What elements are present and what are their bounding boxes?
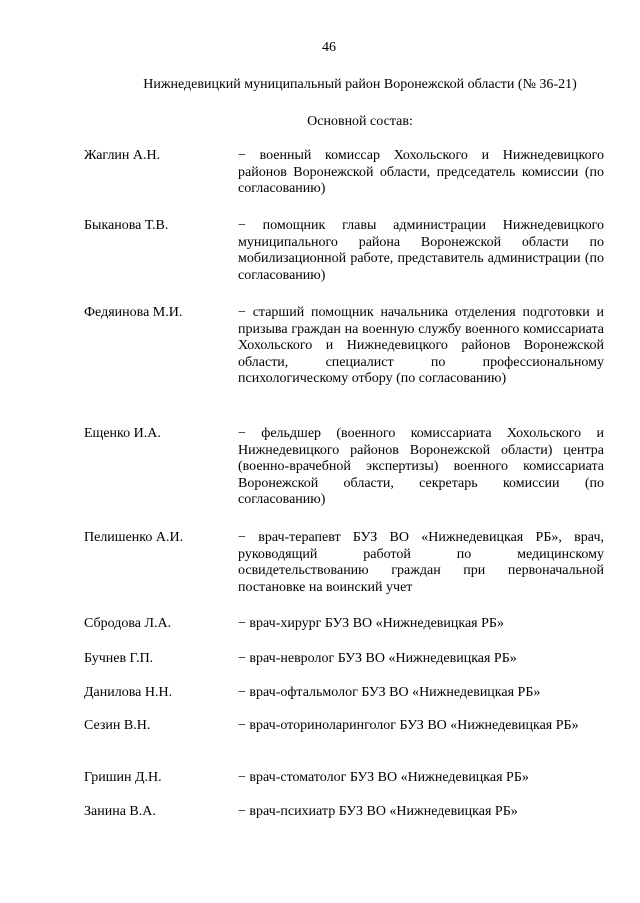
member-role: − врач-невролог БУЗ ВО «Нижнедевицкая РБ» <box>238 651 517 666</box>
member-role: − военный комиссар Хохольского и Нижнедевицкого районов Воронежской области, председатель комиссии (по согласованию) <box>238 148 604 196</box>
member-name: Ещенко И.А. <box>84 426 161 441</box>
member-role: − врач-хирург БУЗ ВО «Нижнедевицкая РБ» <box>238 616 504 631</box>
member-role: − помощник главы администрации Нижнедевицкого муниципального района Воронежской области по мобилизационной работе, представитель администрации (по согласованию) <box>238 218 604 283</box>
member-role: − фельдшер (военного комиссариата Хохольского и Нижнедевицкого районов Воронежской области) центра (военно-врачебной экспертизы) военного комиссариата Воронежской области, секретарь комиссии (по согласованию) <box>238 426 604 507</box>
page-number: 46 <box>322 40 336 55</box>
member-role: − врач-психиатр БУЗ ВО «Нижнедевицкая РБ» <box>238 804 518 819</box>
member-role: − старший помощник начальника отделения подготовки и призыва граждан на военную службу военного комиссариата Хохольского и Нижнедевицкого районов Воронежской области, специалист по профессиональному психологическому отбору (по согласованию) <box>238 305 604 386</box>
member-name: Быканова Т.В. <box>84 218 169 233</box>
member-name: Сбродова Л.А. <box>84 616 172 631</box>
member-name: Пелишенко А.И. <box>84 530 184 545</box>
member-name: Бучнев Г.П. <box>84 651 154 666</box>
member-role: − врач-оториноларинголог БУЗ ВО «Нижнедевицкая РБ» <box>238 718 579 733</box>
member-name: Федяинова М.И. <box>84 305 183 320</box>
member-role: − врач-стоматолог БУЗ ВО «Нижнедевицкая РБ» <box>238 770 529 785</box>
member-name: Гришин Д.Н. <box>84 770 162 785</box>
member-role: − врач-офтальмолог БУЗ ВО «Нижнедевицкая РБ» <box>238 685 541 700</box>
member-name: Данилова Н.Н. <box>84 685 173 700</box>
member-name: Жаглин А.Н. <box>84 148 161 163</box>
composition-subheading: Основной состав: <box>307 114 413 129</box>
member-role: − врач-терапевт БУЗ ВО «Нижнедевицкая РБ», врач, руководящий работой по медицинскому освидетельствованию граждан при первоначальной постановке на воинский учет <box>238 530 604 595</box>
member-name: Сезин В.Н. <box>84 718 151 733</box>
document-heading: Нижнедевицкий муниципальный район Воронежской области (№ 36-21) <box>143 77 577 92</box>
member-name: Занина В.А. <box>84 804 156 819</box>
